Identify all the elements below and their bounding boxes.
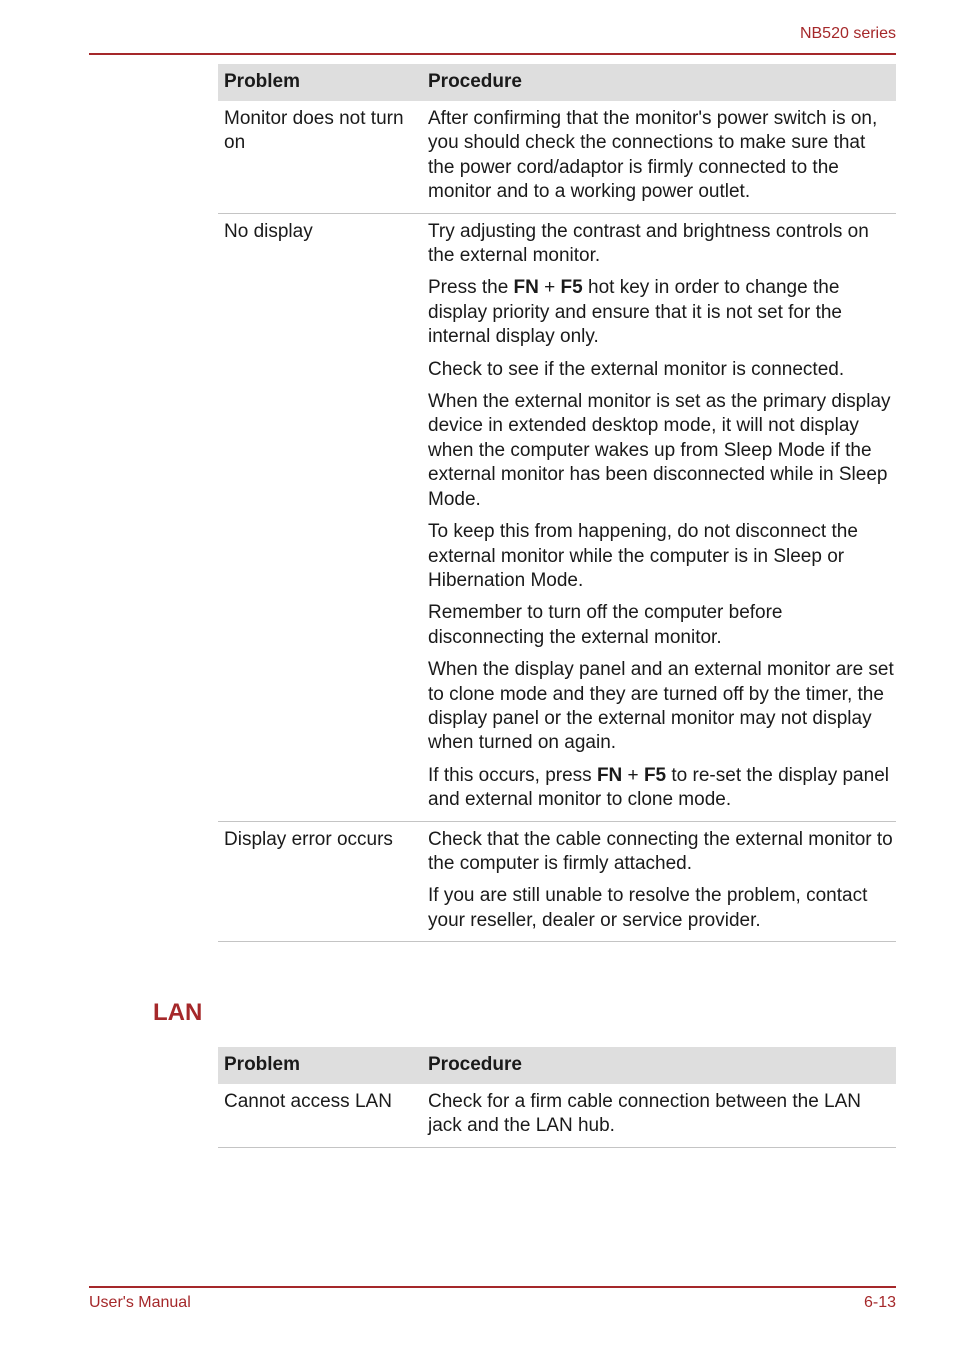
display-troubleshooting-table (218, 64, 896, 942)
procedure-paragraph: When the external monitor is set as the primary display device in extended desktop mode, it will not display when the computer wakes up from Sleep Mode if the external monitor has been disconnected while in Sleep Mode. (428, 391, 891, 510)
table-row (218, 1084, 896, 1148)
page-number: 6-13 (863, 1294, 896, 1311)
text-run: If this occurs, press (428, 764, 597, 786)
procedure-paragraph: Remember to turn off the computer before disconnecting the external monitor. (428, 602, 783, 648)
footer-rule (89, 1286, 896, 1288)
footer-manual-title: User's Manual (89, 1294, 191, 1311)
problem-cell: No display (224, 220, 313, 242)
key-f5: F5 (643, 764, 667, 786)
key-f5: F5 (560, 277, 583, 299)
procedure-cell (422, 828, 896, 934)
column-header-problem: Problem (224, 71, 301, 93)
header-rule (89, 53, 896, 55)
procedure-paragraph: After confirming that the monitor's power switch is on, you should check the connections to make sure that the power cord/adaptor is firmly connected to the monitor and to a working power outlet. (428, 108, 878, 203)
table-header (218, 1047, 896, 1084)
text-run: Press the (428, 277, 514, 299)
text-run: hot key in order to change the display priority and ensure that it is not set for the internal display only. (428, 277, 842, 348)
procedure-paragraph: Try adjusting the contrast and brightness controls on the external monitor. (428, 220, 869, 267)
table-row (218, 822, 896, 943)
procedure-paragraph (428, 276, 894, 349)
section-heading-lan: LAN (153, 999, 203, 1026)
text-run: to re-set the display panel and external monitor to clone mode. (428, 764, 889, 811)
key-fn: FN (596, 764, 623, 786)
procedure-cell (422, 107, 896, 205)
problem-cell: Display error occurs (224, 828, 393, 850)
table-row (218, 214, 896, 822)
procedure-paragraph: Check to see if the external monitor is connected. (428, 358, 845, 380)
text-run: + (538, 277, 561, 299)
procedure-paragraph (428, 764, 894, 813)
procedure-paragraph: Check that the cable connecting the external monitor to the computer is firmly attached. (428, 828, 893, 874)
table-header (218, 64, 896, 101)
procedure-paragraph: Check for a firm cable connection between the LAN jack and the LAN hub. (428, 1091, 862, 1137)
lan-troubleshooting-table (218, 1047, 896, 1148)
procedure-cell (422, 220, 896, 813)
column-header-problem: Problem (224, 1054, 301, 1076)
column-header-procedure: Procedure (428, 1054, 522, 1076)
key-fn: FN (513, 277, 539, 299)
table-row (218, 101, 896, 214)
header-title: NB520 series (799, 25, 896, 42)
text-run: + (622, 764, 644, 786)
procedure-paragraph: To keep this from happening, do not disconnect the external monitor while the computer is in Sleep or Hibernation Mode. (428, 521, 858, 591)
procedure-cell (422, 1090, 896, 1139)
column-header-procedure: Procedure (428, 71, 522, 93)
problem-cell: Cannot access LAN (224, 1091, 392, 1112)
problem-cell: Monitor does not turn on (224, 108, 404, 154)
procedure-paragraph: If you are still unable to resolve the problem, contact your reseller, dealer or service provider. (428, 885, 868, 931)
procedure-paragraph: When the display panel and an external monitor are set to clone mode and they are turned off by the timer, the display panel or the external monitor may not display when turned on again. (428, 659, 894, 754)
